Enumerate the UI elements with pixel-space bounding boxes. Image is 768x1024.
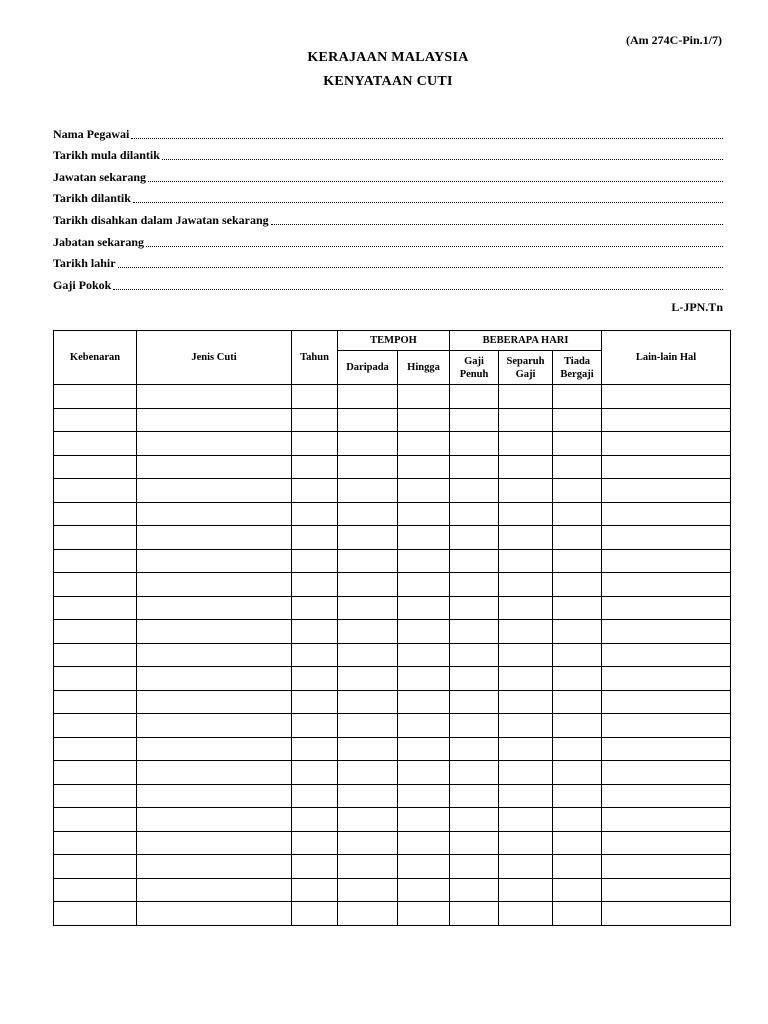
table-cell[interactable] [292, 667, 338, 691]
table-cell[interactable] [602, 737, 731, 761]
table-cell[interactable] [450, 902, 499, 926]
table-row [54, 455, 731, 479]
table-cell[interactable] [602, 690, 731, 714]
table-cell[interactable] [338, 455, 398, 479]
table-cell[interactable] [553, 502, 602, 526]
table-cell[interactable] [499, 855, 553, 879]
table-row [54, 596, 731, 620]
table-cell[interactable] [450, 667, 499, 691]
table-cell[interactable] [54, 855, 137, 879]
table-cell[interactable] [54, 690, 137, 714]
table-cell[interactable] [338, 902, 398, 926]
table-cell[interactable] [553, 737, 602, 761]
table-cell[interactable] [398, 432, 450, 456]
table-cell[interactable] [499, 878, 553, 902]
table-cell[interactable] [54, 408, 137, 432]
table-cell[interactable] [137, 502, 292, 526]
table-cell[interactable] [553, 385, 602, 409]
table-cell[interactable] [499, 761, 553, 785]
table-cell[interactable] [54, 761, 137, 785]
table-cell[interactable] [499, 526, 553, 550]
table-cell[interactable] [338, 479, 398, 503]
table-cell[interactable] [137, 620, 292, 644]
table-cell[interactable] [54, 385, 137, 409]
table-row [54, 690, 731, 714]
table-cell[interactable] [553, 690, 602, 714]
table-cell[interactable] [137, 385, 292, 409]
table-cell[interactable] [137, 479, 292, 503]
table-cell[interactable] [499, 549, 553, 573]
table-cell[interactable] [602, 855, 731, 879]
dotted-fill-line[interactable] [148, 181, 723, 182]
table-cell[interactable] [54, 620, 137, 644]
table-cell[interactable] [450, 643, 499, 667]
document-reference: L-JPN.Tn [671, 300, 723, 314]
table-cell[interactable] [292, 808, 338, 832]
header-gaji-penuh: Gaji Penuh [450, 351, 499, 385]
dotted-fill-line[interactable] [118, 267, 723, 268]
dotted-fill-line[interactable] [271, 224, 723, 225]
table-cell[interactable] [338, 667, 398, 691]
table-cell[interactable] [292, 596, 338, 620]
table-cell[interactable] [499, 502, 553, 526]
table-cell[interactable] [137, 902, 292, 926]
table-cell[interactable] [450, 385, 499, 409]
table-cell[interactable] [292, 831, 338, 855]
table-cell[interactable] [338, 596, 398, 620]
table-row [54, 479, 731, 503]
table-cell[interactable] [450, 549, 499, 573]
field-label: Tarikh lahir [53, 256, 116, 271]
table-cell[interactable] [137, 831, 292, 855]
table-cell[interactable] [398, 620, 450, 644]
table-cell[interactable] [338, 784, 398, 808]
form-subtitle: KENYATAAN CUTI [323, 74, 453, 89]
table-cell[interactable] [398, 643, 450, 667]
table-cell[interactable] [602, 549, 731, 573]
table-cell[interactable] [450, 526, 499, 550]
table-cell[interactable] [338, 385, 398, 409]
table-cell[interactable] [137, 808, 292, 832]
table-cell[interactable] [292, 549, 338, 573]
dotted-fill-line[interactable] [146, 246, 723, 247]
table-cell[interactable] [398, 902, 450, 926]
table-cell[interactable] [553, 714, 602, 738]
table-cell[interactable] [553, 878, 602, 902]
table-cell[interactable] [338, 737, 398, 761]
table-cell[interactable] [553, 667, 602, 691]
table-cell[interactable] [398, 784, 450, 808]
table-cell[interactable] [602, 432, 731, 456]
table-cell[interactable] [450, 455, 499, 479]
field-label: Gaji Pokok [53, 277, 112, 292]
table-cell[interactable] [54, 479, 137, 503]
table-cell[interactable] [553, 408, 602, 432]
table-cell[interactable] [553, 455, 602, 479]
table-cell[interactable] [398, 667, 450, 691]
table-row [54, 432, 731, 456]
field-label: Tarikh disahkan dalam Jawatan sekarang [53, 212, 269, 227]
leave-record-table [53, 330, 731, 926]
table-row [54, 667, 731, 691]
table-cell[interactable] [499, 385, 553, 409]
table-cell[interactable] [499, 714, 553, 738]
table-cell[interactable] [602, 878, 731, 902]
table-cell[interactable] [292, 855, 338, 879]
table-cell[interactable] [499, 573, 553, 597]
table-cell[interactable] [338, 549, 398, 573]
table-cell[interactable] [292, 620, 338, 644]
table-cell[interactable] [602, 831, 731, 855]
table-cell[interactable] [602, 573, 731, 597]
header-tempoh: TEMPOH [338, 331, 450, 351]
header-daripada: Daripada [338, 351, 398, 385]
table-cell[interactable] [499, 737, 553, 761]
table-cell[interactable] [54, 502, 137, 526]
table-row [54, 737, 731, 761]
field-gaji-pokok[interactable] [53, 271, 723, 293]
table-cell[interactable] [450, 808, 499, 832]
table-cell[interactable] [292, 502, 338, 526]
table-cell[interactable] [292, 385, 338, 409]
table-cell[interactable] [137, 455, 292, 479]
table-cell[interactable] [398, 408, 450, 432]
field-label: Tarikh dilantik [53, 191, 131, 206]
table-cell[interactable] [54, 831, 137, 855]
table-cell[interactable] [338, 432, 398, 456]
table-cell[interactable] [553, 902, 602, 926]
field-tarikh-disahkan[interactable] [53, 206, 723, 228]
header-tahun: Tahun [292, 331, 338, 385]
table-cell[interactable] [553, 549, 602, 573]
table-cell[interactable] [292, 714, 338, 738]
table-cell[interactable] [292, 902, 338, 926]
header-tiada-bergaji: Tiada Bergaji [553, 351, 602, 385]
table-cell[interactable] [137, 855, 292, 879]
table-cell[interactable] [450, 714, 499, 738]
table-cell[interactable] [602, 667, 731, 691]
table-cell[interactable] [450, 761, 499, 785]
dotted-fill-line[interactable] [133, 202, 723, 203]
table-cell[interactable] [499, 690, 553, 714]
table-cell[interactable] [292, 690, 338, 714]
table-cell[interactable] [338, 573, 398, 597]
table-cell[interactable] [54, 878, 137, 902]
table-cell[interactable] [338, 855, 398, 879]
table-cell[interactable] [398, 690, 450, 714]
dotted-fill-line[interactable] [113, 289, 723, 290]
table-row [54, 526, 731, 550]
table-cell[interactable] [292, 432, 338, 456]
table-cell[interactable] [338, 808, 398, 832]
table-cell[interactable] [553, 620, 602, 644]
table-cell[interactable] [292, 878, 338, 902]
field-tarikh-lahir[interactable] [53, 250, 723, 272]
table-cell[interactable] [499, 620, 553, 644]
table-cell[interactable] [499, 643, 553, 667]
table-cell[interactable] [54, 667, 137, 691]
table-cell[interactable] [137, 549, 292, 573]
table-cell[interactable] [602, 596, 731, 620]
table-cell[interactable] [338, 831, 398, 855]
table-cell[interactable] [553, 784, 602, 808]
header-hingga: Hingga [398, 351, 450, 385]
table-cell[interactable] [338, 502, 398, 526]
field-jabatan-sekarang[interactable] [53, 228, 723, 250]
table-cell[interactable] [602, 526, 731, 550]
field-label: Jawatan sekarang [53, 169, 147, 184]
table-cell[interactable] [499, 667, 553, 691]
table-cell[interactable] [602, 620, 731, 644]
table-cell[interactable] [137, 408, 292, 432]
table-cell[interactable] [338, 761, 398, 785]
table-cell[interactable] [602, 643, 731, 667]
table-cell[interactable] [553, 432, 602, 456]
employee-details [53, 120, 723, 293]
table-cell[interactable] [450, 596, 499, 620]
table-row [54, 385, 731, 409]
table-row [54, 808, 731, 832]
table-cell[interactable] [398, 878, 450, 902]
table-cell[interactable] [450, 620, 499, 644]
field-jawatan-sekarang[interactable] [53, 163, 723, 185]
table-cell[interactable] [450, 784, 499, 808]
table-cell[interactable] [499, 432, 553, 456]
dotted-fill-line[interactable] [162, 159, 723, 160]
table-cell[interactable] [54, 596, 137, 620]
table-cell[interactable] [499, 808, 553, 832]
field-label: Jabatan sekarang [53, 234, 145, 249]
table-cell[interactable] [602, 784, 731, 808]
table-cell[interactable] [338, 408, 398, 432]
table-cell[interactable] [602, 479, 731, 503]
table-cell[interactable] [553, 808, 602, 832]
table-cell[interactable] [54, 784, 137, 808]
table-cell[interactable] [499, 784, 553, 808]
table-cell[interactable] [450, 855, 499, 879]
table-cell[interactable] [398, 526, 450, 550]
table-cell[interactable] [398, 573, 450, 597]
table-cell[interactable] [553, 831, 602, 855]
form-code: (Am 274C-Pin.1/7) [626, 33, 722, 47]
table-cell[interactable] [499, 596, 553, 620]
table-cell[interactable] [398, 714, 450, 738]
table-cell[interactable] [54, 455, 137, 479]
table-cell[interactable] [54, 643, 137, 667]
table-cell[interactable] [137, 526, 292, 550]
table-cell[interactable] [137, 737, 292, 761]
table-row [54, 408, 731, 432]
table-cell[interactable] [54, 526, 137, 550]
table-cell[interactable] [602, 808, 731, 832]
table-cell[interactable] [450, 479, 499, 503]
table-cell[interactable] [137, 714, 292, 738]
table-cell[interactable] [398, 385, 450, 409]
table-cell[interactable] [398, 455, 450, 479]
table-cell[interactable] [450, 690, 499, 714]
table-cell[interactable] [292, 737, 338, 761]
table-cell[interactable] [499, 479, 553, 503]
table-row [54, 549, 731, 573]
table-cell[interactable] [292, 408, 338, 432]
table-cell[interactable] [499, 902, 553, 926]
table-cell[interactable] [602, 714, 731, 738]
table-cell[interactable] [398, 479, 450, 503]
table-cell[interactable] [602, 502, 731, 526]
table-cell[interactable] [137, 643, 292, 667]
table-cell[interactable] [450, 408, 499, 432]
header-lain-lain-hal: Lain-lain Hal [602, 331, 731, 385]
table-cell[interactable] [338, 620, 398, 644]
table-cell[interactable] [398, 596, 450, 620]
table-cell[interactable] [292, 479, 338, 503]
table-cell[interactable] [338, 526, 398, 550]
table-cell[interactable] [54, 432, 137, 456]
table-cell[interactable] [398, 831, 450, 855]
table-cell[interactable] [553, 761, 602, 785]
table-cell[interactable] [137, 573, 292, 597]
table-cell[interactable] [553, 573, 602, 597]
table-cell[interactable] [602, 455, 731, 479]
table-cell[interactable] [54, 549, 137, 573]
header-jenis-cuti: Jenis Cuti [137, 331, 292, 385]
table-cell[interactable] [137, 432, 292, 456]
table-row [54, 573, 731, 597]
table-cell[interactable] [398, 737, 450, 761]
table-row [54, 878, 731, 902]
table-cell[interactable] [137, 761, 292, 785]
leave-table-body [54, 385, 731, 926]
table-cell[interactable] [338, 714, 398, 738]
table-cell[interactable] [450, 432, 499, 456]
table-cell[interactable] [338, 643, 398, 667]
table-cell[interactable] [137, 878, 292, 902]
table-cell[interactable] [54, 902, 137, 926]
table-cell[interactable] [450, 573, 499, 597]
table-row [54, 714, 731, 738]
table-cell[interactable] [292, 526, 338, 550]
field-label: Tarikh mula dilantik [53, 148, 160, 163]
table-cell[interactable] [54, 714, 137, 738]
table-row [54, 831, 731, 855]
table-cell[interactable] [398, 549, 450, 573]
table-cell[interactable] [499, 831, 553, 855]
table-cell[interactable] [602, 408, 731, 432]
table-cell[interactable] [553, 479, 602, 503]
table-cell[interactable] [398, 855, 450, 879]
table-cell[interactable] [602, 385, 731, 409]
field-nama-pegawai[interactable] [53, 120, 723, 142]
table-cell[interactable] [54, 737, 137, 761]
table-cell[interactable] [553, 596, 602, 620]
field-tarikh-dilantik[interactable] [53, 185, 723, 207]
table-cell[interactable] [338, 878, 398, 902]
table-cell[interactable] [292, 761, 338, 785]
table-cell[interactable] [137, 667, 292, 691]
table-cell[interactable] [292, 573, 338, 597]
form-title: KERAJAAN MALAYSIA [307, 50, 469, 65]
table-row [54, 902, 731, 926]
dotted-fill-line[interactable] [131, 138, 723, 139]
table-row [54, 502, 731, 526]
table-cell[interactable] [398, 502, 450, 526]
table-row [54, 784, 731, 808]
table-cell[interactable] [450, 737, 499, 761]
table-cell[interactable] [450, 878, 499, 902]
table-row [54, 643, 731, 667]
table-cell[interactable] [292, 784, 338, 808]
table-cell[interactable] [137, 784, 292, 808]
table-cell[interactable] [54, 808, 137, 832]
header-separuh-gaji: Separuh Gaji [499, 351, 553, 385]
table-cell[interactable] [450, 831, 499, 855]
table-cell[interactable] [602, 761, 731, 785]
table-cell[interactable] [450, 502, 499, 526]
table-cell[interactable] [398, 761, 450, 785]
table-row [54, 855, 731, 879]
table-cell[interactable] [292, 455, 338, 479]
table-cell[interactable] [553, 855, 602, 879]
field-tarikh-mula-dilantik[interactable] [53, 142, 723, 164]
table-cell[interactable] [499, 455, 553, 479]
table-row [54, 761, 731, 785]
field-label: Nama Pegawai [53, 126, 130, 141]
header-kebenaran: Kebenaran [54, 331, 137, 385]
table-cell[interactable] [292, 643, 338, 667]
table-cell[interactable] [338, 690, 398, 714]
table-cell[interactable] [499, 408, 553, 432]
table-cell[interactable] [54, 573, 137, 597]
table-cell[interactable] [398, 808, 450, 832]
table-cell[interactable] [553, 643, 602, 667]
header-beberapa-hari: BEBERAPA HARI [450, 331, 602, 351]
table-cell[interactable] [137, 596, 292, 620]
table-row [54, 620, 731, 644]
table-cell[interactable] [553, 526, 602, 550]
table-cell[interactable] [137, 690, 292, 714]
table-cell[interactable] [602, 902, 731, 926]
